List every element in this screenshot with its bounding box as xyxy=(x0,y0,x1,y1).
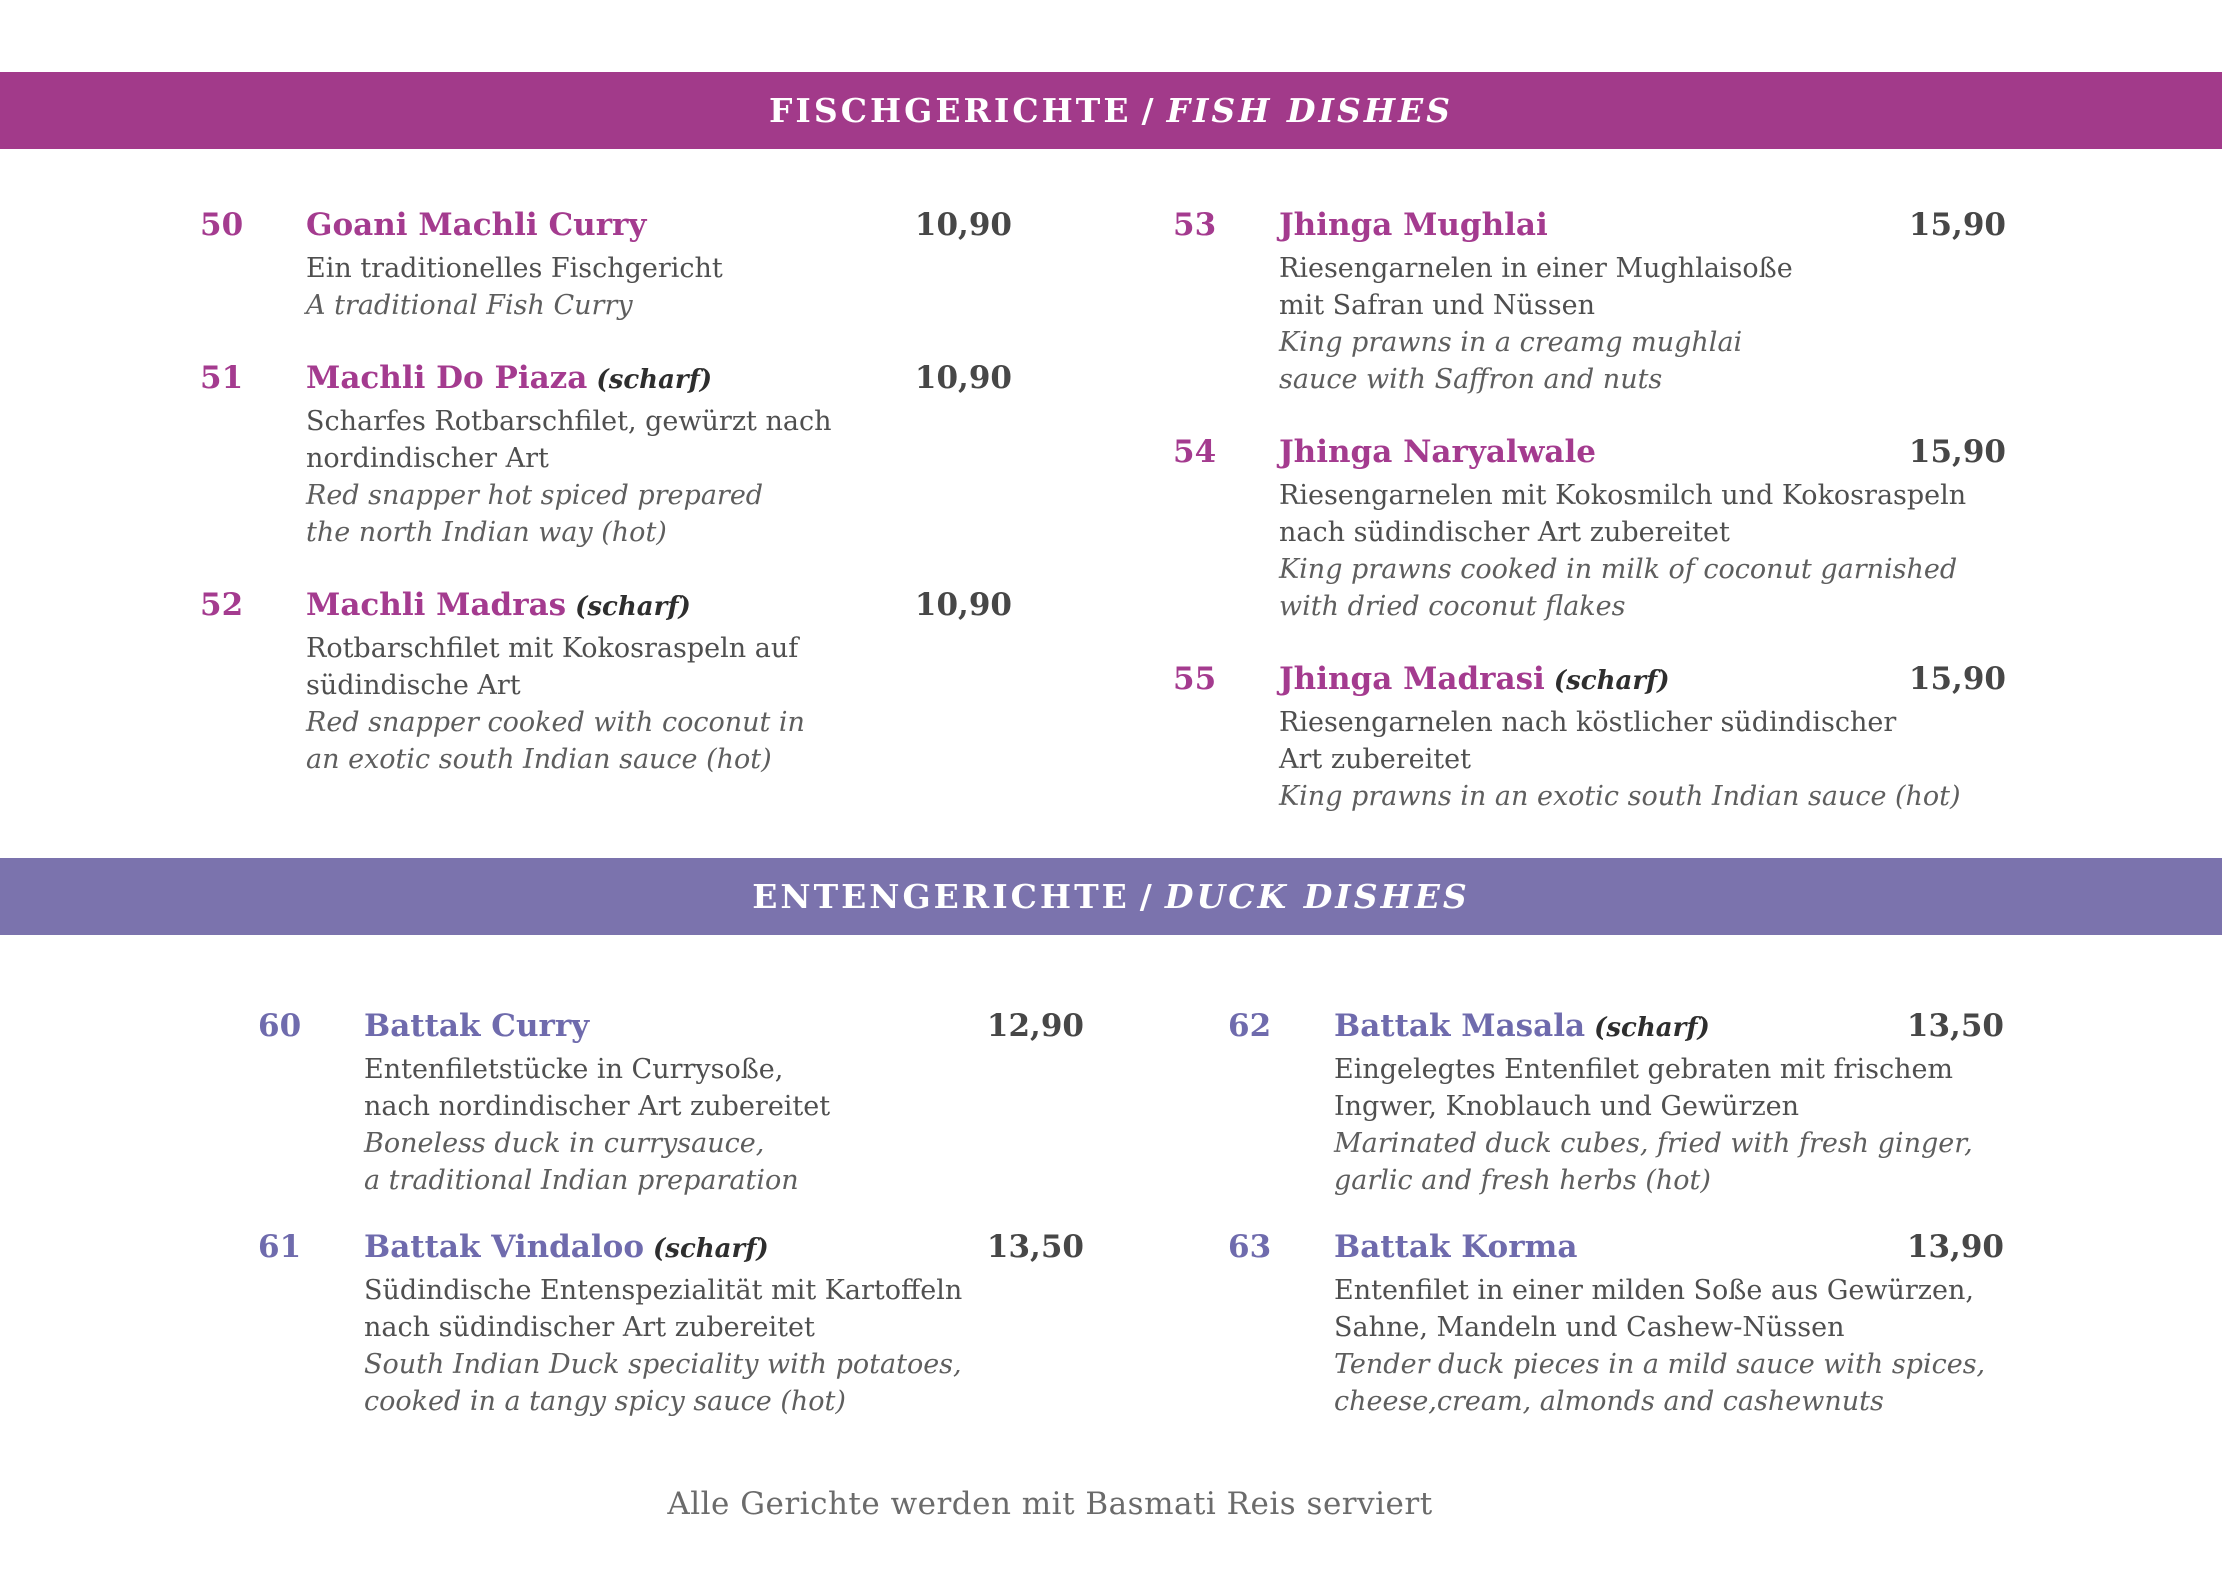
menu-item xyxy=(1173,205,2006,398)
item-desc-de: Eingelegtes Entenfilet gebraten mit frischem xyxy=(1334,1054,1954,1085)
item-number: 52 xyxy=(200,587,244,623)
menu-item xyxy=(1173,659,2006,815)
scharf-label: (scharf) xyxy=(1553,666,1670,696)
item-desc-de: Riesengarnelen in einer Mughlaisoße xyxy=(1279,253,1793,284)
item-desc-en: Red snapper cooked with coconut in xyxy=(306,707,805,738)
item-title: Goani Machli Curry xyxy=(306,207,647,243)
duck-column-left xyxy=(258,1006,1084,1448)
section-banner-fish xyxy=(0,72,2222,149)
item-number: 61 xyxy=(258,1229,302,1265)
item-title: Jhinga Madrasi xyxy=(1279,661,1545,697)
item-title: Machli Do Piaza xyxy=(306,360,588,396)
item-price: 13,50 xyxy=(986,1229,1084,1265)
item-desc-en: an exotic south Indian sauce (hot) xyxy=(306,744,772,775)
item-price: 12,90 xyxy=(986,1008,1084,1044)
item-price: 13,90 xyxy=(1906,1229,2004,1265)
scharf-label: (scharf) xyxy=(596,365,713,395)
item-desc-en: Marinated duck cubes, fried with fresh ginger, xyxy=(1334,1128,1973,1159)
item-desc-en: Tender duck pieces in a mild sauce with spices, xyxy=(1334,1349,1986,1380)
item-desc-de: Entenfilet in einer milden Soße aus Gewürzen, xyxy=(1334,1275,1974,1306)
item-desc-de: nordindischer Art xyxy=(306,443,549,474)
item-desc-en: Red snapper hot spiced prepared xyxy=(306,480,764,511)
item-desc-en: King prawns in a creamg mughlai xyxy=(1279,327,1743,358)
item-price: 10,90 xyxy=(914,207,1012,243)
heading-separator: / xyxy=(1141,91,1157,130)
menu-item xyxy=(1228,1227,2004,1420)
item-price: 15,90 xyxy=(1908,661,2006,697)
item-desc-de: Riesengarnelen nach köstlicher südindischer xyxy=(1279,707,1897,738)
item-desc-en: Boneless duck in currysauce, xyxy=(364,1128,765,1159)
item-desc-de: Rotbarschfilet mit Kokosraspeln auf xyxy=(306,633,799,664)
menu-item xyxy=(200,358,1012,551)
item-desc-en: with dried coconut flakes xyxy=(1279,591,1626,622)
menu-item xyxy=(1173,432,2006,625)
item-desc-de: nach südindischer Art zubereitet xyxy=(1279,517,1730,548)
item-desc-de: südindische Art xyxy=(306,670,521,701)
item-desc-de: Art zubereitet xyxy=(1279,744,1471,775)
duck-column-right xyxy=(1228,1006,2004,1448)
item-number: 50 xyxy=(200,207,244,243)
item-desc-de: Sahne, Mandeln und Cashew-Nüssen xyxy=(1334,1312,1845,1343)
menu-item xyxy=(200,205,1012,324)
item-price: 13,50 xyxy=(1906,1008,2004,1044)
item-title: Battak Vindaloo xyxy=(364,1229,644,1265)
section-heading-en: FISH DISHES xyxy=(1166,91,1453,130)
item-number: 60 xyxy=(258,1008,302,1044)
footer-note: Alle Gerichte werden mit Basmati Reis serviert xyxy=(667,1486,1433,1522)
item-price: 10,90 xyxy=(914,587,1012,623)
item-desc-de: Riesengarnelen mit Kokosmilch und Kokosraspeln xyxy=(1279,480,1967,511)
item-desc-de: nach nordindischer Art zubereitet xyxy=(364,1091,831,1122)
item-title: Battak Korma xyxy=(1334,1229,1578,1265)
item-desc-en: sauce with Saffron and nuts xyxy=(1279,364,1663,395)
item-number: 53 xyxy=(1173,207,1217,243)
item-desc-en: cooked in a tangy spicy sauce (hot) xyxy=(364,1386,846,1417)
item-desc-en: cheese,cream, almonds and cashewnuts xyxy=(1334,1386,1884,1417)
menu-item xyxy=(258,1227,1084,1420)
menu-item xyxy=(200,585,1012,778)
item-desc-de: Scharfes Rotbarschfilet, gewürzt nach xyxy=(306,406,832,437)
menu-item xyxy=(258,1006,1084,1199)
item-desc-en: garlic and fresh herbs (hot) xyxy=(1334,1165,1711,1196)
item-price: 15,90 xyxy=(1908,207,2006,243)
item-price: 10,90 xyxy=(914,360,1012,396)
item-desc-de: Entenfiletstücke in Currysoße, xyxy=(364,1054,784,1085)
section-heading-en: DUCK DISHES xyxy=(1164,877,1470,916)
item-number: 62 xyxy=(1228,1008,1272,1044)
item-title: Battak Masala xyxy=(1334,1008,1586,1044)
item-desc-en: A traditional Fish Curry xyxy=(306,290,633,321)
item-desc-de: nach südindischer Art zubereitet xyxy=(364,1312,815,1343)
section-heading-de: FISCHGERICHTE xyxy=(769,91,1132,130)
item-number: 54 xyxy=(1173,434,1217,470)
section-banner-duck xyxy=(0,858,2222,935)
item-number: 55 xyxy=(1173,661,1217,697)
item-title: Jhinga Mughlai xyxy=(1279,207,1548,243)
item-price: 15,90 xyxy=(1908,434,2006,470)
scharf-label: (scharf) xyxy=(653,1234,769,1264)
item-desc-en: a traditional Indian preparation xyxy=(364,1165,799,1196)
heading-separator: / xyxy=(1139,877,1155,916)
item-desc-de: mit Safran und Nüssen xyxy=(1279,290,1595,321)
item-desc-de: Südindische Entenspezialität mit Kartoffeln xyxy=(364,1275,963,1306)
item-number: 63 xyxy=(1228,1229,1272,1265)
item-desc-en: the north Indian way (hot) xyxy=(306,517,667,548)
item-title: Battak Curry xyxy=(364,1008,590,1044)
scharf-label: (scharf) xyxy=(575,592,691,622)
section-heading-de: ENTENGERICHTE xyxy=(752,877,1130,916)
item-title: Machli Madras xyxy=(306,587,567,623)
item-desc-de: Ein traditionelles Fischgericht xyxy=(306,253,723,284)
item-desc-en: King prawns cooked in milk of coconut garnished xyxy=(1279,554,1958,585)
fish-column-right xyxy=(1173,205,2006,849)
scharf-label: (scharf) xyxy=(1594,1013,1710,1043)
item-title: Jhinga Naryalwale xyxy=(1279,434,1596,470)
item-desc-en: South Indian Duck speciality with potatoes, xyxy=(364,1349,962,1380)
fish-column-left xyxy=(200,205,1012,812)
item-desc-de: Ingwer, Knoblauch und Gewürzen xyxy=(1334,1091,1800,1122)
item-number: 51 xyxy=(200,360,244,396)
menu-item xyxy=(1228,1006,2004,1199)
item-desc-en: King prawns in an exotic south Indian sauce (hot) xyxy=(1279,781,1961,812)
